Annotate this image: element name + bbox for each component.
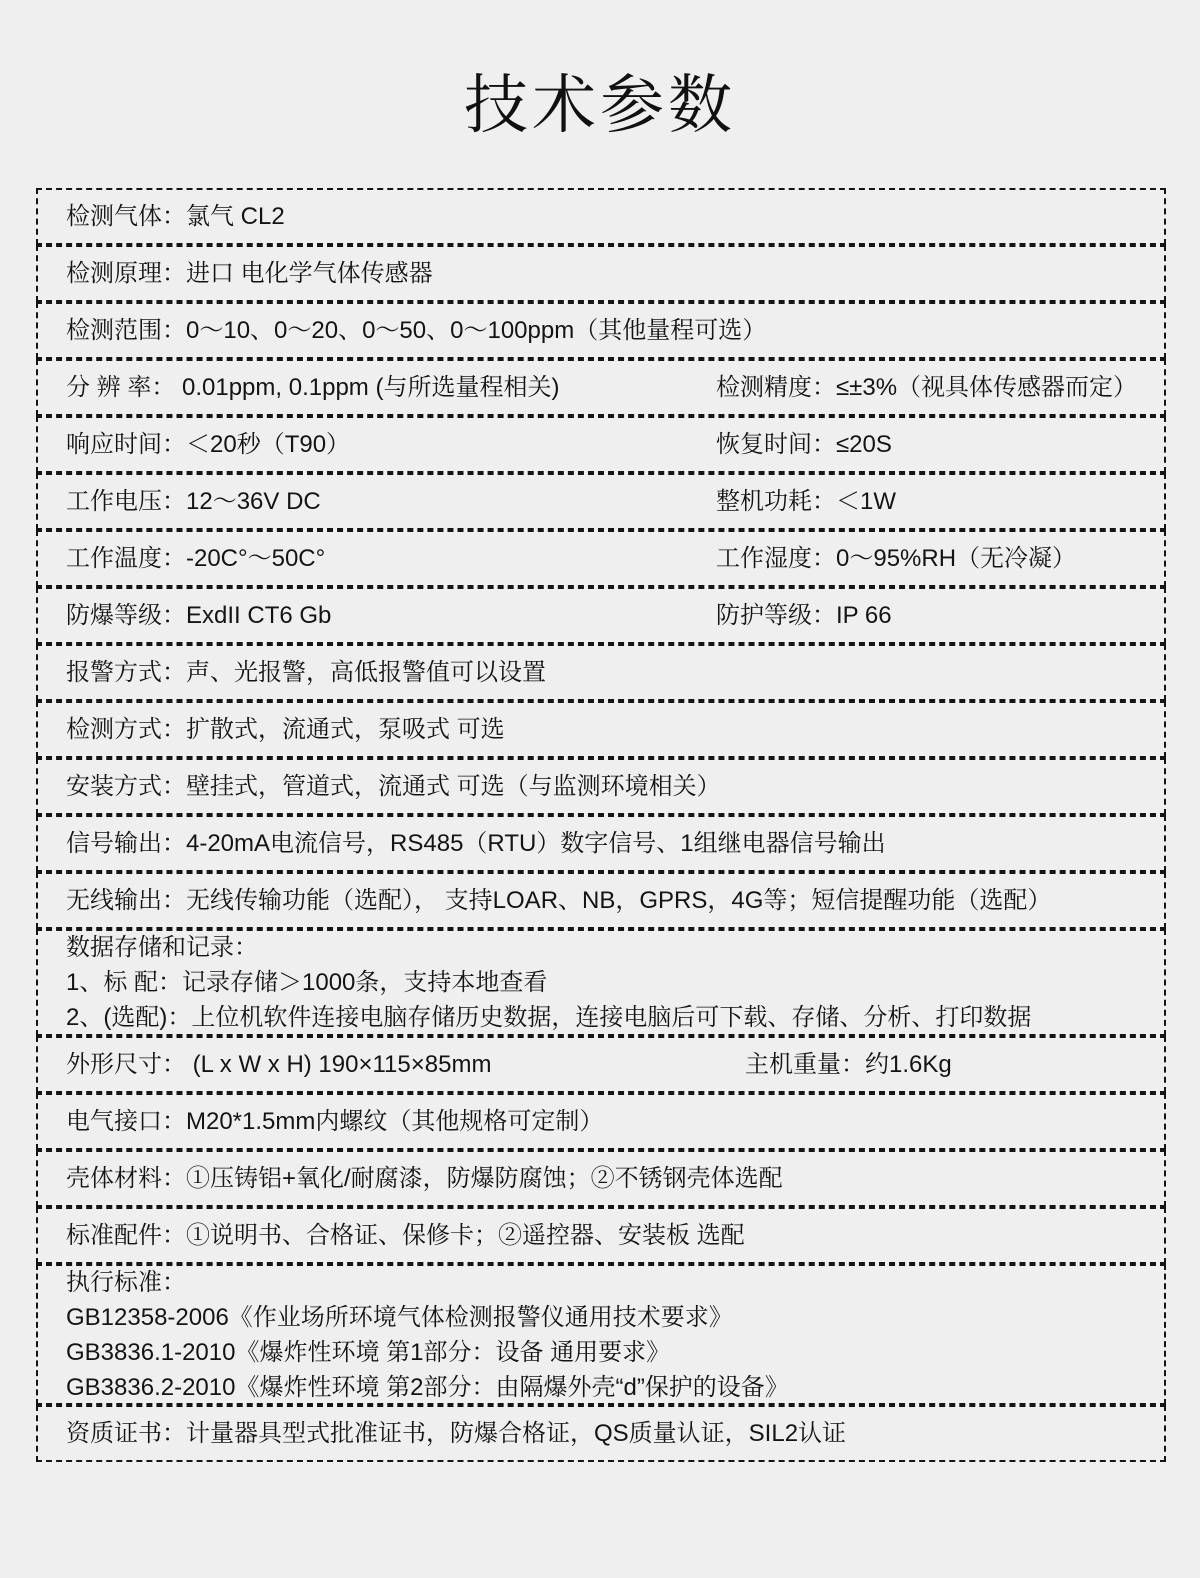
spec-row-dimensions (36, 1036, 1166, 1093)
spec-cell-protection-grade: 防护等级：IP 66 (716, 601, 892, 629)
spec-cell-housing-material: 壳体材料：①压铸铝+氧化/耐腐漆，防爆防腐蚀；②不锈钢壳体选配 (66, 1164, 783, 1192)
spec-row-signal-output (36, 815, 1166, 872)
spec-row-principle (36, 245, 1166, 302)
spec-row-range (36, 302, 1166, 359)
spec-cell-weight: 主机重量：约1.6Kg (745, 1050, 952, 1078)
spec-cell-range: 检测范围：0～10、0～20、0～50、0～100ppm（其他量程可选） (66, 316, 767, 344)
spec-cell-principle: 检测原理：进口 电化学气体传感器 (66, 259, 433, 287)
spec-cell-signal-output: 信号输出：4-20mA电流信号，RS485（RTU）数字信号、1组继电器信号输出 (66, 829, 886, 857)
spec-row-working-temperature (36, 530, 1166, 587)
spec-row-wireless-output (36, 872, 1166, 929)
spec-cell-recovery-time: 恢复时间：≤20S (716, 430, 892, 458)
spec-cell-gas: 检测气体：氯气 CL2 (66, 202, 285, 230)
spec-row-working-voltage (36, 473, 1166, 530)
spec-cell-certificates: 资质证书：计量器具型式批准证书，防爆合格证，QS质量认证，SIL2认证 (66, 1419, 847, 1447)
spec-cell-alarm-mode: 报警方式：声、光报警，高低报警值可以设置 (66, 658, 546, 686)
spec-table (36, 188, 1166, 1462)
spec-row-standard-accessories (36, 1207, 1166, 1264)
spec-cell-accuracy: 检测精度：≤±3%（视具体传感器而定） (716, 373, 1138, 401)
spec-line-standard-gb12358: GB12358-2006《作业场所环境气体检测报警仪通用技术要求》 (66, 1303, 733, 1331)
spec-cell-dimensions: 外形尺寸： (L x W x H) 190×115×85mm (66, 1050, 492, 1078)
spec-row-installation-mode (36, 758, 1166, 815)
spec-row-resolution (36, 359, 1166, 416)
spec-row-data-storage (36, 929, 1166, 1036)
spec-line-standard-gb3836-1: GB3836.1-2010《爆炸性环境 第1部分：设备 通用要求》 (66, 1338, 671, 1366)
spec-cell-standard-accessories: 标准配件：①说明书、合格证、保修卡；②遥控器、安装板 选配 (66, 1221, 745, 1249)
spec-line-standards-title: 执行标准： (66, 1268, 186, 1296)
spec-cell-explosion-proof: 防爆等级：ExdII CT6 Gb (66, 601, 332, 629)
spec-line-standard-gb3836-2: GB3836.2-2010《爆炸性环境 第2部分：由隔爆外壳“d”保护的设备》 (66, 1373, 789, 1401)
spec-cell-working-humidity: 工作湿度：0～95%RH（无冷凝） (716, 544, 1077, 572)
spec-row-certificates (36, 1405, 1166, 1462)
spec-cell-working-voltage: 工作电压：12～36V DC (66, 487, 321, 515)
spec-cell-installation-mode: 安装方式：壁挂式，管道式，流通式 可选（与监测环境相关） (66, 772, 721, 800)
spec-cell-electrical-interface: 电气接口：M20*1.5mm内螺纹（其他规格可定制） (66, 1107, 604, 1135)
spec-cell-response-time: 响应时间：＜20秒（T90） (66, 430, 351, 458)
spec-cell-wireless-output: 无线输出：无线传输功能（选配）， 支持LOAR、NB，GPRS，4G等；短信提醒功能（选配） (66, 886, 1052, 914)
spec-row-gas (36, 188, 1166, 245)
spec-line-storage-standard: 1、标 配：记录存储＞1000条，支持本地查看 (66, 969, 548, 996)
spec-cell-working-temperature: 工作温度：-20C°～50C° (66, 544, 326, 572)
spec-line-storage-optional: 2、(选配)：上位机软件连接电脑存储历史数据，连接电脑后可下载、存储、分析、打印数据 (66, 1004, 1032, 1031)
page-title: 技术参数 (464, 69, 736, 141)
spec-line-storage-title: 数据存储和记录： (66, 934, 258, 961)
spec-row-detection-mode (36, 701, 1166, 758)
spec-row-response-time (36, 416, 1166, 473)
spec-row-electrical-interface (36, 1093, 1166, 1150)
spec-row-housing-material (36, 1150, 1166, 1207)
spec-cell-resolution: 分 辨 率： 0.01ppm, 0.1ppm (与所选量程相关) (66, 373, 560, 401)
spec-cell-detection-mode: 检测方式：扩散式，流通式，泵吸式 可选 (66, 715, 505, 743)
spec-cell-power-consumption: 整机功耗：＜1W (716, 487, 896, 515)
spec-row-explosion-proof (36, 587, 1166, 644)
spec-row-alarm-mode (36, 644, 1166, 701)
spec-row-executive-standards (36, 1264, 1166, 1405)
